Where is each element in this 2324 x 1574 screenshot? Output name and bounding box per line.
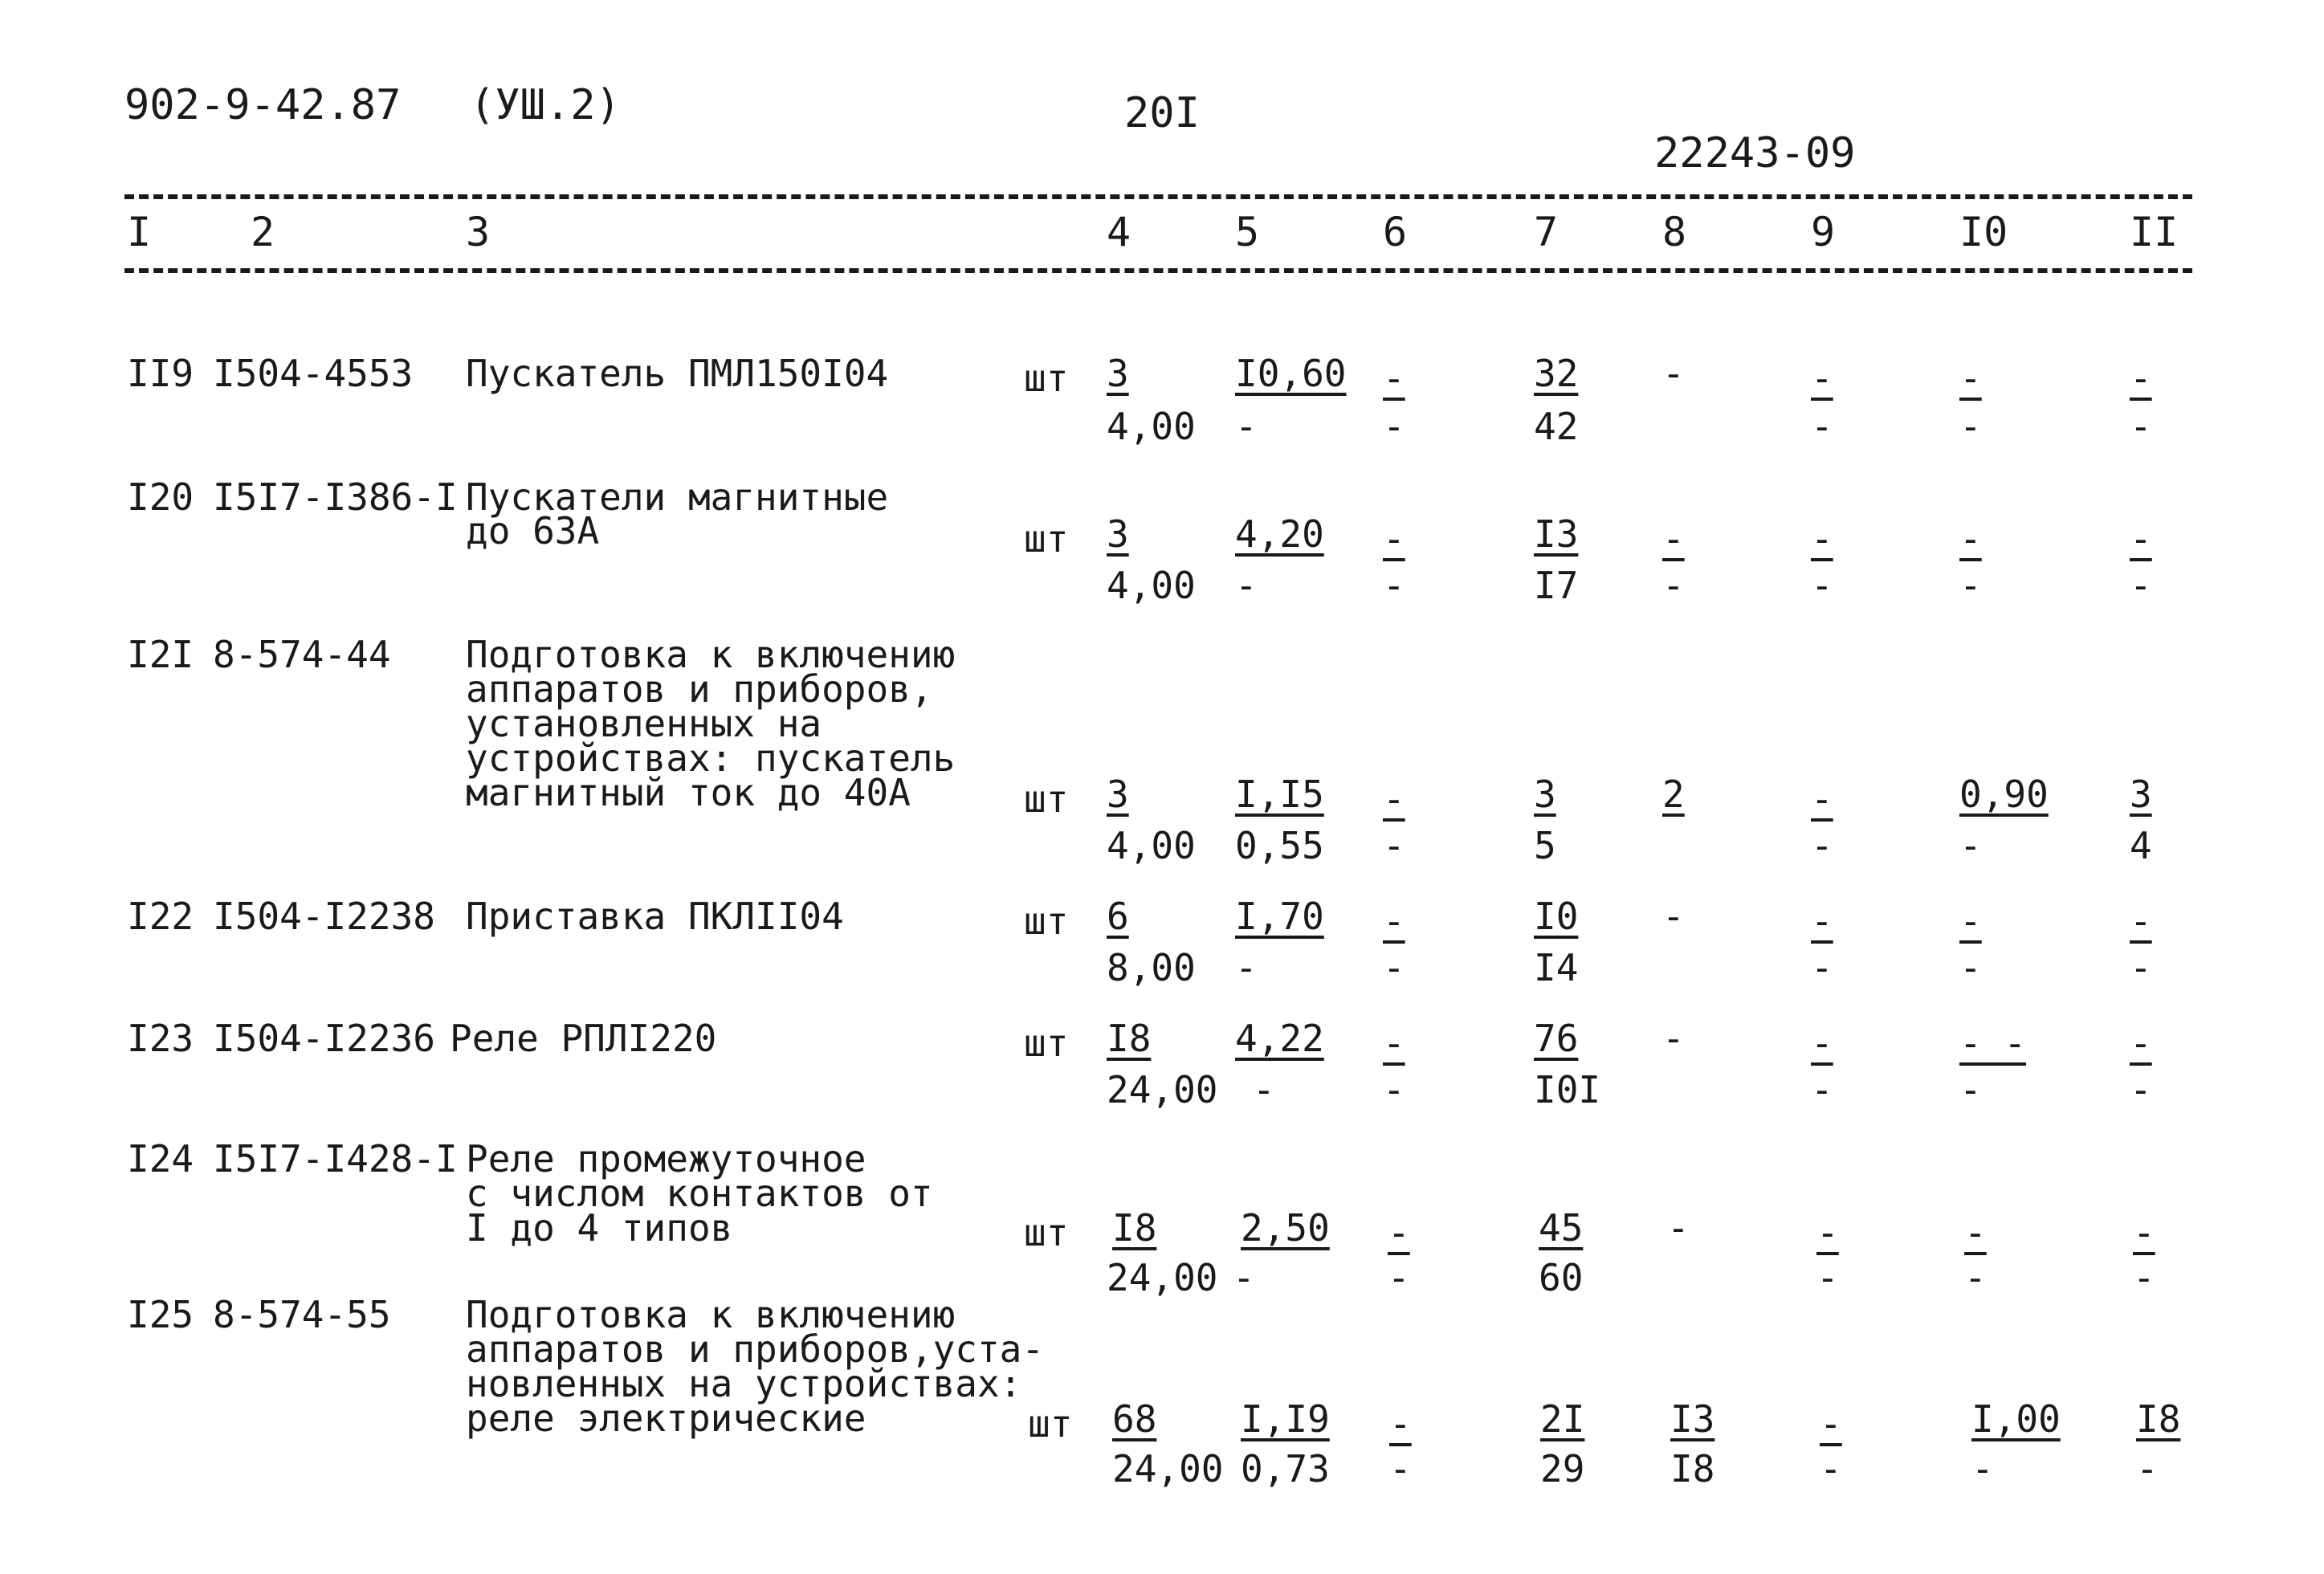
row-code: I5I7-I386-I bbox=[213, 475, 458, 519]
cell-8-top: - bbox=[1662, 1017, 1685, 1060]
page-number: 20I bbox=[1124, 89, 1200, 137]
row-name-line: магнитный ток до 40А bbox=[466, 771, 911, 814]
cell-9-bottom: - bbox=[1811, 405, 1833, 448]
cell-6-bottom: - bbox=[1389, 1447, 1412, 1490]
cell-7-bottom: I7 bbox=[1534, 564, 1579, 607]
cell-11-top: - bbox=[2130, 1021, 2152, 1065]
row-number: I25 bbox=[127, 1293, 194, 1336]
row-unit: шт bbox=[1028, 1402, 1073, 1446]
cell-9-bottom: - bbox=[1811, 1068, 1833, 1111]
row-code: 8-574-55 bbox=[213, 1293, 391, 1336]
cell-5-bottom: 0,73 bbox=[1241, 1447, 1330, 1490]
col-header-1: I bbox=[127, 209, 152, 255]
cell-5-top: 4,22 bbox=[1235, 1017, 1324, 1060]
cell-9-bottom: - bbox=[1816, 1256, 1839, 1299]
cell-7-bottom: 60 bbox=[1539, 1256, 1584, 1299]
cell-4-bottom: 24,00 bbox=[1107, 1256, 1218, 1299]
cell-11-top: - bbox=[2130, 517, 2152, 561]
cell-4-bottom: 24,00 bbox=[1112, 1447, 1224, 1490]
col-header-2: 2 bbox=[251, 209, 275, 255]
cell-9-bottom: - bbox=[1811, 824, 1833, 867]
row-number: I23 bbox=[127, 1017, 194, 1060]
cell-9-top: - bbox=[1816, 1211, 1839, 1254]
cell-11-bottom: - bbox=[2136, 1447, 2159, 1490]
cell-7-top: I0 bbox=[1534, 895, 1579, 938]
cell-6-bottom: - bbox=[1383, 824, 1405, 867]
col-header-4: 4 bbox=[1107, 209, 1131, 255]
cell-9-top: - bbox=[1811, 777, 1833, 821]
row-name-line: Реле промежуточное bbox=[466, 1137, 866, 1180]
row-name-line: Подготовка к включению bbox=[466, 633, 956, 676]
cell-6-bottom: - bbox=[1383, 405, 1405, 448]
row-unit: шт bbox=[1024, 1021, 1069, 1065]
cell-6-top: - bbox=[1383, 517, 1405, 561]
row-code: I504-I2238 bbox=[213, 895, 435, 938]
cell-11-top: - bbox=[2130, 899, 2152, 943]
cell-11-bottom: - bbox=[2133, 1256, 2155, 1299]
cell-11-top: I8 bbox=[2136, 1397, 2181, 1441]
row-name-line: Приставка ПКЛII04 bbox=[466, 895, 844, 938]
row-number: I24 bbox=[127, 1137, 194, 1180]
cell-8-top: I3 bbox=[1670, 1397, 1715, 1441]
row-name-line: с числом контактов от bbox=[466, 1172, 933, 1215]
cell-4-top: 68 bbox=[1112, 1397, 1157, 1441]
cell-9-top: - bbox=[1811, 1021, 1833, 1065]
cell-10-top: 0,90 bbox=[1959, 773, 2049, 816]
cell-4-top: 3 bbox=[1107, 773, 1129, 816]
row-code: I5I7-I428-I bbox=[213, 1137, 458, 1180]
row-number: II9 bbox=[127, 352, 194, 395]
cell-6-top: - bbox=[1383, 899, 1405, 943]
cell-10-bottom: - bbox=[1959, 824, 1982, 867]
cell-4-bottom: 24,00 bbox=[1107, 1068, 1218, 1111]
cell-5-bottom: 0,55 bbox=[1235, 824, 1324, 867]
cell-4-bottom: 4,00 bbox=[1107, 564, 1196, 607]
row-unit: шт bbox=[1024, 1211, 1069, 1254]
cell-5-bottom: - bbox=[1253, 1068, 1275, 1111]
cell-7-bottom: 29 bbox=[1540, 1447, 1585, 1490]
cell-11-top: - bbox=[2133, 1211, 2155, 1254]
cell-4-bottom: 8,00 bbox=[1107, 946, 1196, 989]
cell-7-bottom: 5 bbox=[1534, 824, 1556, 867]
row-name-line: аппаратов и приборов, bbox=[466, 667, 933, 711]
cell-6-top: - bbox=[1383, 357, 1405, 400]
header-rule-top bbox=[124, 194, 2192, 199]
header-rule-bottom bbox=[124, 268, 2192, 273]
cell-5-bottom: - bbox=[1235, 405, 1258, 448]
cell-8-bottom: I8 bbox=[1670, 1447, 1715, 1490]
volume-label: (УШ.2) bbox=[470, 81, 621, 129]
cell-5-top: I,I9 bbox=[1241, 1397, 1330, 1441]
cell-8-top: - bbox=[1662, 352, 1685, 395]
cell-4-top: 3 bbox=[1107, 352, 1129, 395]
row-name-line: Реле РПЛI220 bbox=[450, 1017, 717, 1060]
cell-6-bottom: - bbox=[1388, 1256, 1410, 1299]
cell-5-top: I,70 bbox=[1235, 895, 1324, 938]
cell-5-bottom: - bbox=[1235, 564, 1258, 607]
row-code: I504-I2236 bbox=[213, 1017, 435, 1060]
cell-8-top: - bbox=[1667, 1206, 1690, 1250]
row-name-line: аппаратов и приборов,уста- bbox=[466, 1327, 1045, 1371]
cell-4-top: I8 bbox=[1112, 1206, 1157, 1250]
cell-5-top: I0,60 bbox=[1235, 352, 1347, 395]
cell-11-bottom: - bbox=[2130, 405, 2152, 448]
cell-10-bottom: - bbox=[1959, 1068, 1982, 1111]
cell-10-bottom: - bbox=[1959, 405, 1982, 448]
cell-11-top: 3 bbox=[2130, 773, 2152, 816]
cell-4-bottom: 4,00 bbox=[1107, 405, 1196, 448]
cell-4-top: 3 bbox=[1107, 512, 1129, 556]
cell-8-top: - bbox=[1662, 517, 1685, 561]
cell-5-top: 2,50 bbox=[1241, 1206, 1330, 1250]
row-name-line: новленных на устройствах: bbox=[466, 1362, 1022, 1405]
cell-7-top: 3 bbox=[1534, 773, 1556, 816]
cell-7-top: 76 bbox=[1534, 1017, 1579, 1060]
col-header-5: 5 bbox=[1235, 209, 1260, 255]
col-header-8: 8 bbox=[1662, 209, 1687, 255]
cell-6-bottom: - bbox=[1383, 1068, 1405, 1111]
cell-11-bottom: - bbox=[2130, 946, 2152, 989]
cell-5-top: 4,20 bbox=[1235, 512, 1324, 556]
col-header-11: II bbox=[2130, 209, 2179, 255]
row-unit: шт bbox=[1024, 357, 1069, 400]
cell-4-top: 6 bbox=[1107, 895, 1129, 938]
cell-11-top: - bbox=[2130, 357, 2152, 400]
row-unit: шт bbox=[1024, 517, 1069, 561]
cell-6-top: - bbox=[1389, 1402, 1412, 1446]
col-header-10: I0 bbox=[1959, 209, 2008, 255]
row-number: I2I bbox=[127, 633, 194, 676]
cell-6-top: - bbox=[1383, 777, 1405, 821]
row-number: I22 bbox=[127, 895, 194, 938]
cell-9-bottom: - bbox=[1811, 946, 1833, 989]
row-name-line: реле электрические bbox=[466, 1397, 866, 1440]
col-header-9: 9 bbox=[1811, 209, 1836, 255]
cell-6-top: - bbox=[1388, 1211, 1410, 1254]
cell-10-top: - - bbox=[1959, 1021, 2027, 1065]
row-number: I20 bbox=[127, 475, 194, 519]
row-name-line: установленных на bbox=[466, 702, 822, 745]
cell-9-bottom: - bbox=[1811, 564, 1833, 607]
row-code: I504-4553 bbox=[213, 352, 414, 395]
cell-9-top: - bbox=[1811, 899, 1833, 943]
row-code: 8-574-44 bbox=[213, 633, 391, 676]
cell-6-bottom: - bbox=[1383, 564, 1405, 607]
cell-6-bottom: - bbox=[1383, 946, 1405, 989]
cell-4-top: I8 bbox=[1107, 1017, 1152, 1060]
cell-5-bottom: - bbox=[1235, 946, 1258, 989]
cell-10-top: - bbox=[1964, 1211, 1987, 1254]
row-name-line: I до 4 типов bbox=[466, 1206, 733, 1250]
stamp-number: 22243-09 bbox=[1654, 129, 1856, 177]
cell-10-bottom: - bbox=[1971, 1447, 1994, 1490]
cell-8-top: 2 bbox=[1662, 773, 1685, 816]
cell-10-top: I,00 bbox=[1971, 1397, 2061, 1441]
cell-7-bottom: I4 bbox=[1534, 946, 1579, 989]
cell-5-top: I,I5 bbox=[1235, 773, 1324, 816]
row-name-line: устройствах: пускатель bbox=[466, 736, 956, 780]
cell-10-top: - bbox=[1959, 899, 1982, 943]
doc-code: 902-9-42.87 bbox=[124, 81, 402, 129]
cell-7-top: 45 bbox=[1539, 1206, 1584, 1250]
cell-9-top: - bbox=[1811, 517, 1833, 561]
cell-10-top: - bbox=[1959, 517, 1982, 561]
col-header-6: 6 bbox=[1383, 209, 1408, 255]
row-name-line: Пускатели магнитные bbox=[466, 475, 889, 519]
cell-7-bottom: I0I bbox=[1534, 1068, 1601, 1111]
col-header-3: 3 bbox=[466, 209, 491, 255]
cell-10-bottom: - bbox=[1959, 946, 1982, 989]
cell-10-top: - bbox=[1959, 357, 1982, 400]
cell-10-bottom: - bbox=[1959, 564, 1982, 607]
cell-9-bottom: - bbox=[1820, 1447, 1842, 1490]
cell-11-bottom: - bbox=[2130, 1068, 2152, 1111]
cell-8-top: - bbox=[1662, 895, 1685, 938]
row-name-line: Пускатель ПМЛ150I04 bbox=[466, 352, 889, 395]
col-header-7: 7 bbox=[1534, 209, 1559, 255]
cell-4-bottom: 4,00 bbox=[1107, 824, 1196, 867]
cell-11-bottom: - bbox=[2130, 564, 2152, 607]
cell-7-bottom: 42 bbox=[1534, 405, 1579, 448]
cell-7-top: 2I bbox=[1540, 1397, 1585, 1441]
cell-8-bottom: - bbox=[1662, 564, 1685, 607]
row-unit: шт bbox=[1024, 899, 1069, 943]
row-name-line: Подготовка к включению bbox=[466, 1293, 956, 1336]
cell-6-top: - bbox=[1383, 1021, 1405, 1065]
cell-7-top: 32 bbox=[1534, 352, 1579, 395]
cell-9-top: - bbox=[1820, 1402, 1842, 1446]
cell-11-bottom: 4 bbox=[2130, 824, 2152, 867]
row-name-line: до 63А bbox=[466, 509, 600, 553]
cell-9-top: - bbox=[1811, 357, 1833, 400]
cell-5-bottom: - bbox=[1233, 1256, 1255, 1299]
row-unit: шт bbox=[1024, 777, 1069, 821]
cell-7-top: I3 bbox=[1534, 512, 1579, 556]
cell-10-bottom: - bbox=[1964, 1256, 1987, 1299]
